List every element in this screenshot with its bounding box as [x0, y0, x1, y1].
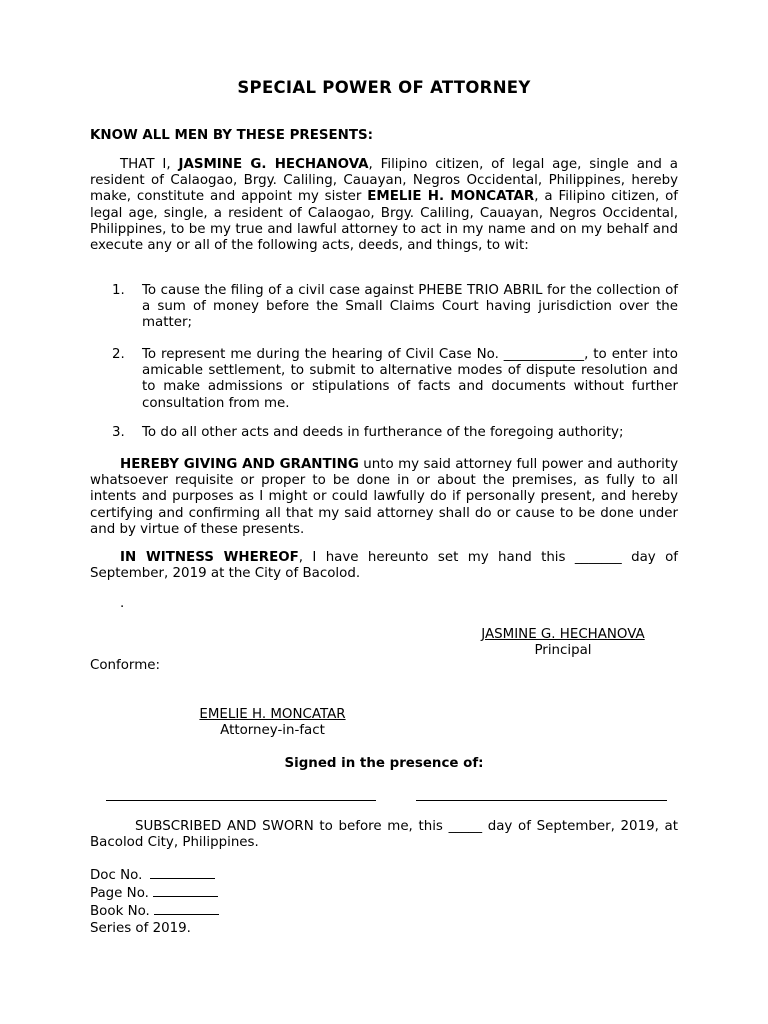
witness-signature-line-right	[416, 800, 667, 801]
conforme-label: Conforme:	[90, 658, 160, 673]
greeting-heading: KNOW ALL MEN BY THESE PRESENTS:	[90, 128, 374, 143]
series-label: Series of 2019.	[90, 920, 191, 936]
doc-no-row	[90, 866, 390, 884]
attorney-signature-name: EMELIE H. MONCATAR	[199, 707, 346, 722]
list-item	[112, 425, 678, 441]
page-no-label: Page No.	[90, 886, 149, 902]
principal-signature-name: JASMINE G. HECHANOVA	[481, 627, 645, 642]
intro-tail: , a Filipino citizen, of legal age, single, a resident of Calaogao, Brgy. Caliling, Cauayan, Negros Occidental, Philippines, to be my true and lawful attorney to act in my name and on my behalf and execute any or all of the following acts, deeds, and things, to wit:	[90, 189, 678, 254]
granting-paragraph	[90, 457, 678, 538]
principal-signature-role: Principal	[534, 643, 592, 658]
jurat-paragraph: SUBSCRIBED AND SWORN to before me, this _____ day of September, 2019, at Bacolod City, Philippines.	[90, 819, 678, 851]
intro-lead: THAT I,	[120, 157, 179, 172]
intro-paragraph	[90, 157, 678, 254]
witness-lead: IN WITNESS WHEREOF	[120, 550, 299, 565]
granting-lead: HEREBY GIVING AND GRANTING	[120, 457, 359, 472]
witness-signature-line-left	[106, 800, 376, 801]
page-no-blank	[153, 884, 218, 897]
stray-dot: .	[120, 596, 125, 611]
attorney-signature-block	[160, 707, 385, 738]
book-no-blank	[154, 902, 219, 915]
doc-no-label: Doc No.	[90, 868, 143, 883]
list-number: 3.	[112, 425, 125, 440]
book-no-row	[90, 902, 390, 920]
list-text: To cause the filing of a civil case against PHEBE TRIO ABRIL for the collection of a sum of money before the Small Claims Court having jurisdiction over the matter;	[142, 283, 678, 331]
intro-mid: , Filipino citizen, of legal age, single and a resident of Calaogao, Brgy. Caliling, Cauayan, Negros Occidental, Philippines, hereby make, constitute and appoint my sister	[90, 157, 678, 205]
list-text: To represent me during the hearing of Civil Case No. ____________, to enter into amicable settlement, to submit to alternative modes of dispute resolution and to make admissions or stipulations of facts and documents without further consultation from me.	[142, 347, 678, 411]
list-item	[112, 347, 678, 412]
list-text: To do all other acts and deeds in furtherance of the foregoing authority;	[142, 425, 624, 440]
list-number: 1.	[112, 283, 125, 298]
book-no-label: Book No.	[90, 904, 150, 920]
attorney-signature-role: Attorney-in-fact	[220, 723, 325, 738]
page-no-row	[90, 884, 390, 902]
witness-paragraph	[90, 550, 678, 582]
presence-label: Signed in the presence of:	[284, 756, 484, 771]
list-number: 2.	[112, 347, 125, 362]
granting-text: unto my said attorney full power and authority whatsoever requisite or proper to be done in or about the premises, as fully to all intents and purposes as I might or could lawfully do if personally present, and hereby certifying and confirming all that my said attorney shall do or cause to be done under and by virtue of these presents.	[90, 457, 679, 537]
list-item	[112, 283, 678, 332]
doc-no-blank	[150, 866, 215, 879]
notary-block	[90, 866, 390, 937]
principal-signature-block	[438, 627, 688, 658]
principal-name-inline: JASMINE G. HECHANOVA	[178, 157, 369, 172]
attorney-name-inline: EMELIE H. MONCATAR	[367, 189, 535, 205]
witness-text: , I have hereunto set my hand this _______ day of September, 2019 at the City of Bacolod.	[90, 550, 678, 582]
document-title: SPECIAL POWER OF ATTORNEY	[237, 78, 531, 97]
